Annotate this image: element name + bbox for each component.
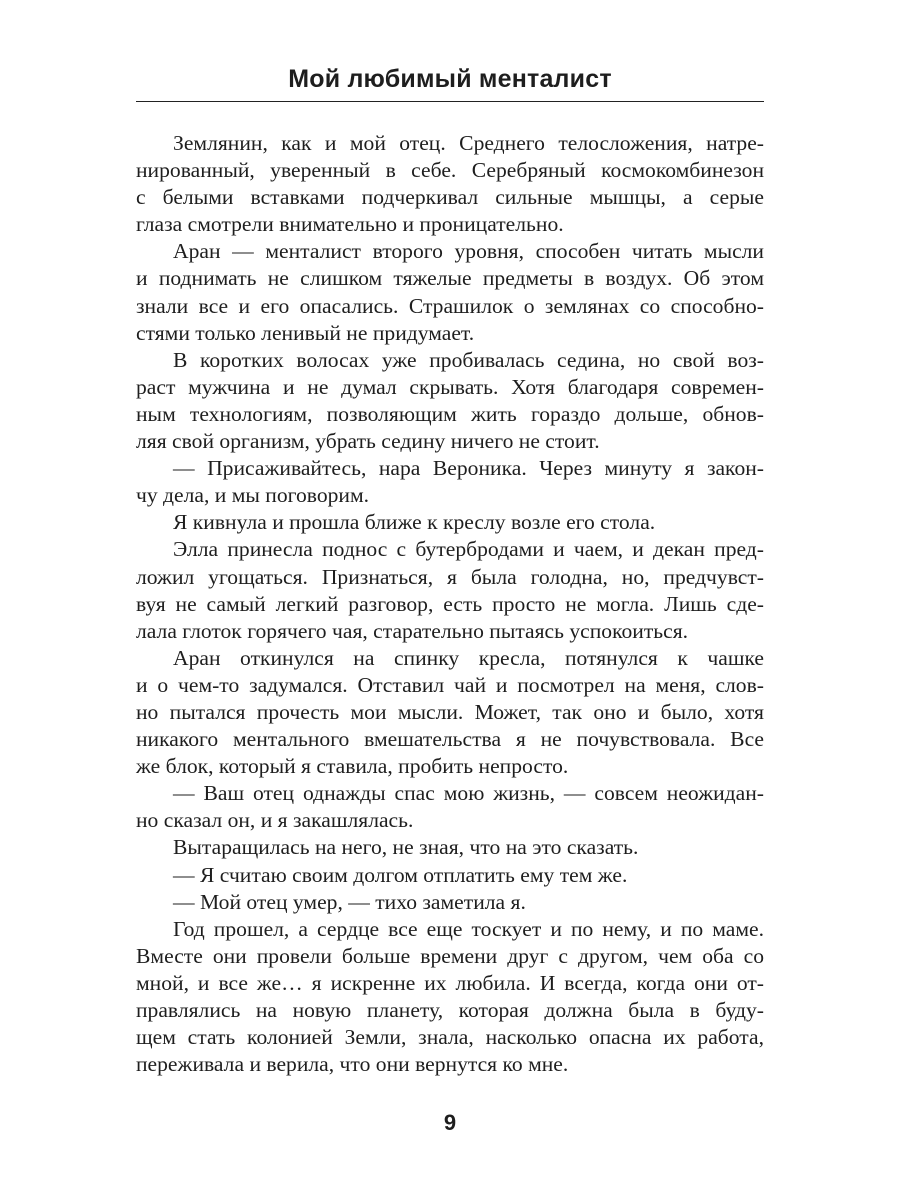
text-line: Я кивнула и прошла ближе к креслу возле его стола. xyxy=(173,510,656,535)
text-line: переживала и верила, что они вернутся ко мне. xyxy=(136,1052,569,1077)
text-line: мной, и все же… я искренне их любила. И всегда, когда они от- xyxy=(136,970,764,995)
text-line: чу дела, и мы поговорим. xyxy=(136,483,370,508)
text-line: — Мой отец умер, — тихо заметила я. xyxy=(173,889,526,914)
text-line: ным технологиям, позволяющим жить гораздо дольше, обнов- xyxy=(136,401,764,426)
text-line: с белыми вставками подчеркивал сильные мышцы, а серые xyxy=(136,185,764,210)
text-line: лала глоток горячего чая, старательно пытаясь успокоиться. xyxy=(136,618,689,643)
text-line: Год прошел, а сердце все еще тоскует и по нему, и по маме. xyxy=(173,916,764,941)
text-line: щем стать колонией Земли, знала, насколько опасна их работа, xyxy=(136,1025,764,1050)
text-line: ложил угощаться. Признаться, я была голодна, но, предчувст- xyxy=(136,564,764,589)
text-line: же блок, который я ставила, пробить непросто. xyxy=(136,754,569,779)
text-line: Аран — менталист второго уровня, способен читать мысли xyxy=(173,239,764,264)
text-line: — Я считаю своим долгом отплатить ему тем же. xyxy=(173,862,628,887)
text-line: и поднимать не слишком тяжелые предметы в воздух. Об этом xyxy=(136,266,764,291)
text-line: Аран откинулся на спинку кресла, потянулся к чашке xyxy=(173,645,764,670)
text-line: Элла принесла поднос с бутербродами и чаем, и декан пред- xyxy=(173,537,764,562)
text-line: В коротких волосах уже пробивалась седина, но свой воз- xyxy=(173,347,764,372)
running-header-title: Мой любимый менталист xyxy=(288,65,612,93)
text-line: Землянин, как и мой отец. Среднего телосложения, натре- xyxy=(173,131,764,155)
text-line: и о чем-то задумался. Отставил чай и посмотрел на меня, слов- xyxy=(136,672,764,697)
body-text xyxy=(136,130,764,1078)
text-line: знали все и его опасались. Страшилок о землянах со способно- xyxy=(136,293,764,318)
text-line: правлялись на новую планету, которая должна была в буду- xyxy=(136,998,764,1022)
page-number: 9 xyxy=(443,1110,457,1135)
text-line: — Присаживайтесь, нара Вероника. Через минуту я закон- xyxy=(173,456,764,481)
text-line: глаза смотрели внимательно и проницательно. xyxy=(136,212,564,237)
text-line: вуя не самый легкий разговор, есть просто не могла. Лишь сде- xyxy=(136,591,764,616)
header-rule xyxy=(136,101,764,102)
text-line: ляя свой организм, убрать седину ничего не стоит. xyxy=(136,429,600,454)
text-line: — Ваш отец однажды спас мою жизнь, — совсем неожидан- xyxy=(173,781,764,806)
text-line: раст мужчина и не думал скрывать. Хотя благодаря современ- xyxy=(136,374,764,399)
text-line: нированный, уверенный в себе. Серебряный космокомбинезон xyxy=(136,158,764,183)
text-line: стями только ленивый не придумает. xyxy=(136,320,475,345)
text-line: никакого ментального вмешательства я не почувствовала. Все xyxy=(136,727,764,752)
text-line: Вместе они провели больше времени друг с другом, чем оба со xyxy=(136,943,764,968)
text-line: Вытаращилась на него, не зная, что на это сказать. xyxy=(173,835,639,860)
text-line: но пытался прочесть мои мысли. Может, так оно и было, хотя xyxy=(136,699,764,724)
text-line: но сказал он, и я закашлялась. xyxy=(136,808,414,833)
